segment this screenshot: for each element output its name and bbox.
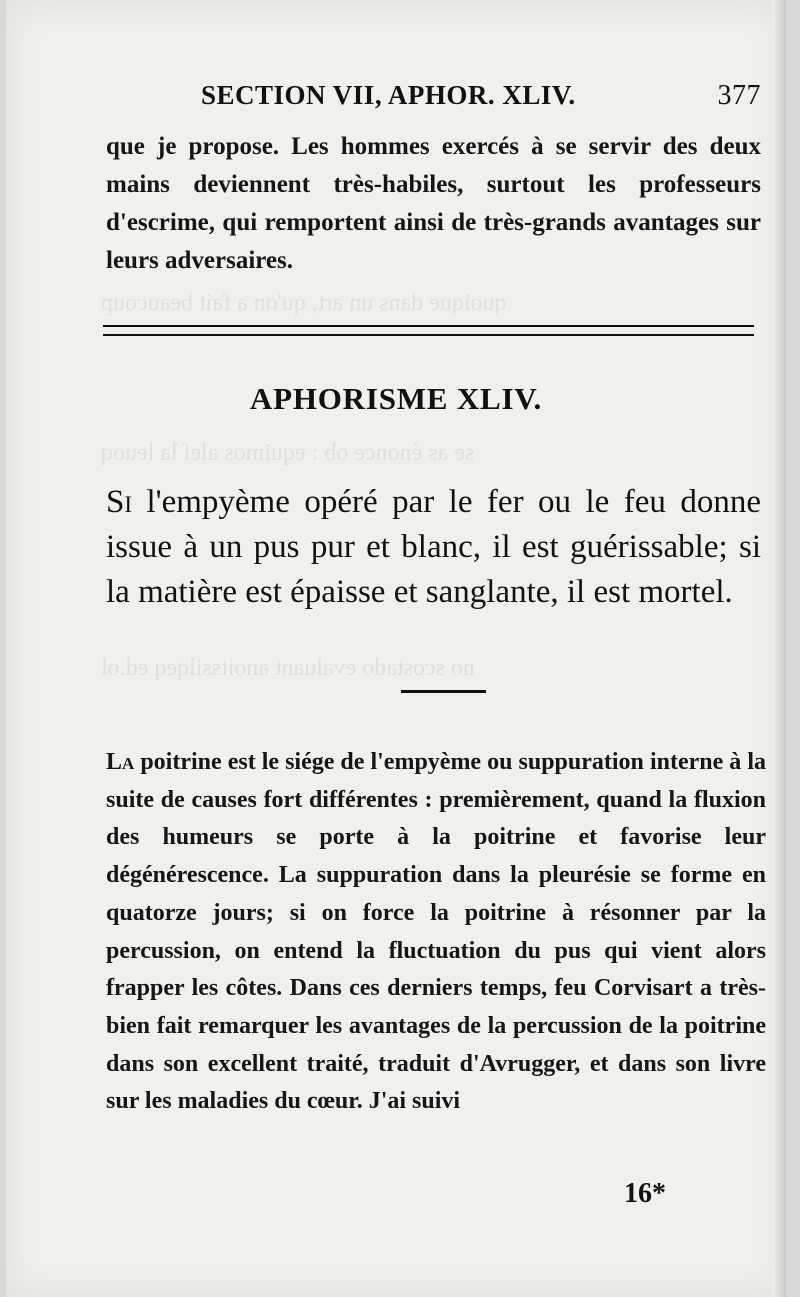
page-number: 377	[717, 80, 761, 111]
book-page	[6, 0, 786, 1297]
double-rule-divider	[103, 325, 754, 336]
commentary-body: poitrine est le siége de l'empyème ou suppuration interne à la suite de causes fort différentes : premièrement, quand la fluxion des humeurs se porte à la poitrine et favorise leur dégénérescence. La suppuration dans la pleurésie se forme en quatorze jours; si on force la poitrine à résonner par la percussion, on entend la fluctuation du pus qui vient alors frapper les côtes. Dans ces derniers temps, feu Corvisart a très-bien fait remarquer les avantages de la percussion de la poitrine dans son excellent traité, traduit d'Avrugger, et dans son livre sur les maladies du cœur. J'ai suivi	[106, 749, 766, 1115]
aphorism-initial: Si	[106, 484, 133, 520]
page-edge-shadow	[772, 0, 786, 1297]
running-head-title: SECTION VII, APHOR. XLIV.	[201, 80, 576, 110]
show-through-text: no scostado evaluant anoitssilqeq ed.ol	[101, 655, 475, 681]
aphorism-heading: APHORISME XLIV.	[249, 381, 543, 416]
aphorism-body: l'empyème opéré par le fer ou le feu donne issue à un pus pur et blanc, il est guérissable; si la matière est épaisse et sanglante, il est mortel.	[106, 484, 761, 610]
short-rule-divider	[401, 690, 486, 693]
show-through-text: quoique dans un art, qu'on a fait beaucoup	[101, 290, 507, 316]
commentary-initial: La	[106, 749, 135, 775]
running-head	[201, 80, 761, 111]
continued-paragraph: que je propose. Les hommes exercés à se servir des deux mains deviennent très-habiles, surtout les professeurs d'escrime, qui remportent ainsi de très-grands avantages sur leurs adversaires.	[106, 133, 761, 274]
show-through-text: se as énonce ob : equimos aleſ la leuoq	[101, 440, 475, 466]
aphorism-text	[106, 480, 761, 615]
commentary-paragraph	[106, 744, 766, 1121]
signature-mark: 16*	[624, 1178, 666, 1209]
